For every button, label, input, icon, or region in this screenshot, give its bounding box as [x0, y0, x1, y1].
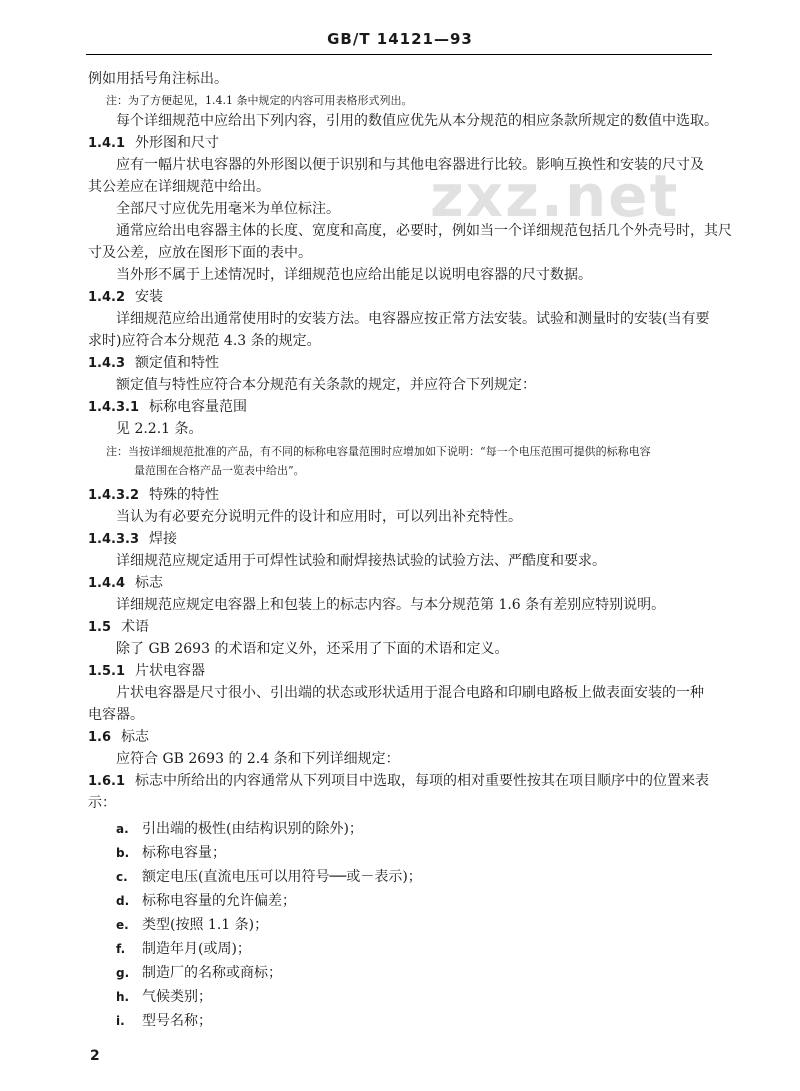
- text-line: 全部尺寸应优先用毫米为单位标注。: [116, 201, 340, 217]
- list-item: [116, 916, 268, 934]
- list-text: 额定电压(直流电压可以用符号──或－表示)；: [142, 869, 422, 885]
- list-letter: e.: [116, 918, 129, 932]
- header-rule: [86, 54, 712, 55]
- section-number: 1.4.3.1: [88, 400, 139, 415]
- section-heading: [88, 662, 205, 681]
- text-line: 每个详细规范中应给出下列内容，引用的数值应优先从本分规范的相应条款所规定的数值中选取。: [116, 113, 718, 129]
- section-number: 1.4.2: [88, 290, 126, 305]
- section-number: 1.4.3.3: [88, 532, 139, 547]
- section-heading: [88, 530, 177, 549]
- text-line: 例如用括号角注标出。: [88, 71, 228, 87]
- text-line: 详细规范应给出通常使用时的安装方法。电容器应按正常方法安装。试验和测量时的安装(当有要: [116, 311, 710, 327]
- text-line: 其公差应在详细规范中给出。: [88, 179, 270, 195]
- list-item: [116, 1012, 212, 1030]
- section-number: 1.6: [88, 730, 112, 745]
- list-text: 制造厂的名称或商标；: [142, 965, 282, 981]
- text-line: 应符合 GB 2693 的 2.4 条和下列详细规定：: [116, 751, 400, 767]
- text-line: 额定值与特性应符合本分规范有关条款的规定，并应符合下列规定：: [116, 377, 536, 393]
- page-number: 2: [90, 1048, 100, 1064]
- list-item: [116, 844, 226, 862]
- list-letter: g.: [116, 966, 130, 980]
- text-line: 当外形不属于上述情况时，详细规范也应给出能足以说明电容器的尺寸数据。: [116, 267, 592, 283]
- section-heading: [88, 134, 219, 153]
- list-item: [116, 988, 212, 1006]
- section-title: 标志: [135, 575, 164, 591]
- section-number: 1.4.4: [88, 576, 126, 591]
- list-letter: a.: [116, 822, 129, 836]
- list-text: 制造年月(或周)；: [142, 941, 251, 957]
- section-title: 特殊的特性: [149, 487, 219, 503]
- text-line: 详细规范应规定适用于可焊性试验和耐焊接热试验的试验方法、严酷度和要求。: [116, 553, 606, 569]
- section-title: 额定值和特性: [135, 355, 220, 371]
- section-title: 外形图和尺寸: [135, 135, 220, 151]
- text-line: 当认为有必要充分说明元件的设计和应用时，可以列出补充特性。: [116, 509, 522, 525]
- text-line: 应有一幅片状电容器的外形图以便于识别和与其他电容器进行比较。影响互换性和安装的尺寸及: [116, 157, 704, 173]
- text-line: 寸及公差，应放在图形下面的表中。: [88, 245, 312, 261]
- section-title: 标称电容量范围: [149, 399, 247, 415]
- list-item: [116, 820, 363, 838]
- list-letter: b.: [116, 846, 130, 860]
- section-heading: [88, 772, 709, 791]
- text-line: 求时)应符合本分规范 4.3 条的规定。: [88, 333, 321, 349]
- text-line: 详细规范应规定电容器上和包装上的标志内容。与本分规范第 1.6 条有差别应特别说明。: [116, 597, 666, 613]
- list-text: 类型(按照 1.1 条)；: [142, 917, 269, 933]
- list-text: 标称电容量；: [142, 845, 226, 861]
- section-heading: [88, 398, 247, 417]
- text-line: 片状电容器是尺寸很小、引出端的状态或形状适用于混合电路和印刷电路板上做表面安装的一种: [116, 685, 704, 701]
- text-line: 除了 GB 2693 的术语和定义外，还采用了下面的术语和定义。: [116, 641, 509, 657]
- section-title: 焊接: [149, 531, 177, 547]
- list-letter: i.: [116, 1014, 125, 1028]
- list-item: [116, 868, 422, 886]
- section-number: 1.6.1: [88, 774, 126, 789]
- section-title: 片状电容器: [135, 663, 206, 679]
- section-number: 1.4.3: [88, 356, 126, 371]
- note: 量范围在合格产品一览表中给出”。: [134, 464, 305, 477]
- section-text: 标志中所给出的内容通常从下列项目中选取，每项的相对重要性按其在项目顺序中的位置来表: [135, 773, 710, 789]
- list-letter: f.: [116, 942, 126, 956]
- watermark: zxz.net: [430, 162, 680, 230]
- text-line: 通常应给出电容器主体的长度、宽度和高度，必要时，例如当一个详细规范包括几个外壳号时，其尺: [116, 223, 732, 239]
- section-heading: [88, 288, 163, 307]
- list-item: [116, 940, 251, 958]
- page-header: GB/T 14121—93: [327, 30, 473, 48]
- list-letter: d.: [116, 894, 130, 908]
- section-number: 1.5.1: [88, 664, 126, 679]
- list-letter: h.: [116, 990, 130, 1004]
- section-heading: [88, 618, 149, 637]
- section-number: 1.4.3.2: [88, 488, 139, 503]
- section-number: 1.5: [88, 620, 112, 635]
- list-text: 型号名称；: [142, 1013, 212, 1029]
- note: 注：当按详细规范批准的产品，有不同的标称电容量范围时应增加如下说明：“每一个电压范围可提供的标称电容: [106, 445, 651, 458]
- text-line: 见 2.2.1 条。: [116, 421, 203, 437]
- section-title: 标志: [121, 729, 150, 745]
- list-text: 气候类别；: [142, 989, 212, 1005]
- section-number: 1.4.1: [88, 136, 126, 151]
- note: 注：为了方便起见，1.4.1 条中规定的内容可用表格形式列出。: [106, 94, 413, 107]
- section-heading: [88, 354, 219, 373]
- list-item: [116, 892, 296, 910]
- list-item: [116, 964, 282, 982]
- section-title: 术语: [121, 619, 150, 635]
- text-line: 示：: [88, 795, 116, 811]
- section-heading: [88, 486, 219, 505]
- list-letter: c.: [116, 870, 128, 884]
- section-title: 安装: [135, 289, 164, 305]
- text-line: 电容器。: [88, 707, 144, 723]
- section-heading: [88, 574, 163, 593]
- section-heading: [88, 728, 149, 747]
- list-text: 引出端的极性(由结构识别的除外)；: [142, 821, 363, 837]
- list-text: 标称电容量的允许偏差；: [142, 893, 296, 909]
